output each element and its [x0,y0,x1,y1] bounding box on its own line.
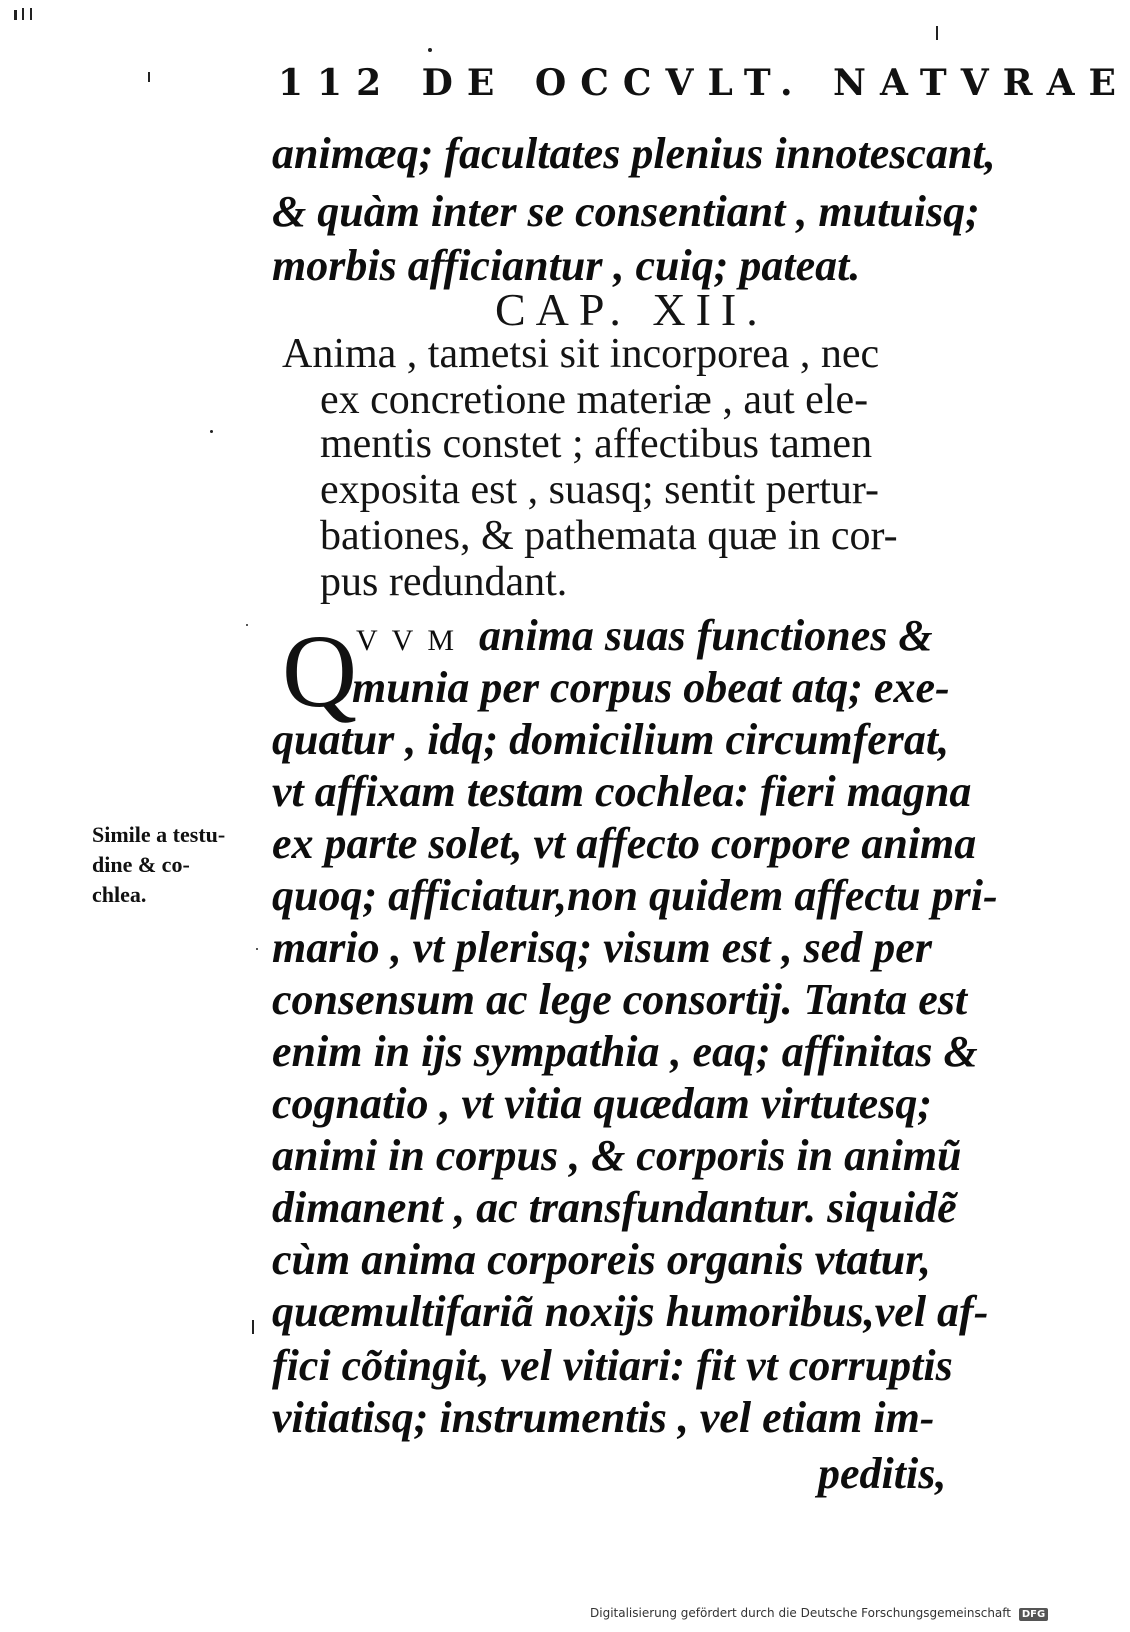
first-line-text: anima suas functiones & [479,611,933,660]
body-line: cognatio , vt vitia quædam virtutesq; [272,1079,932,1128]
body-line: enim in ijs sympathia , eaq; affinitas & [272,1027,978,1076]
scan-artifact [936,26,938,40]
body-line: consensum ac lege consortij. Tanta est [272,975,968,1024]
text-line: animæq; facultates plenius innotescant, [272,129,996,178]
body-line: cùm anima corporeis organis vtatur, [272,1235,931,1284]
body-line: mario , vt plerisq; visum est , sed per [272,923,932,972]
margin-note-line: Simile a testu- [92,822,226,847]
summary-line: exposita est , suasq; sentit pertur- [320,467,880,513]
scan-artifact [210,430,213,433]
body-line: ex parte solet, vt affecto corpore anima [272,819,977,868]
first-line [356,610,933,661]
scan-artifact [256,948,258,950]
body-line: animi in corpus , & corporis in animũ [272,1131,962,1180]
summary-line: mentis constet ; affectibus tamen [320,421,873,467]
first-word: VVM [356,624,469,657]
summary-line: Anima , tametsi sit incorporea , nec [282,331,880,377]
margin-note [92,820,272,910]
scan-artifact [246,624,248,626]
scan-artifact [22,8,24,20]
margin-note-line: chlea. [92,882,147,907]
body-line: dimanent , ac transfundantur. siquidẽ [272,1183,957,1232]
body-line: quoq; afficiatur,non quidem affectu pri- [272,871,998,920]
body-line: quatur , idq; domicilium circumferat, [272,715,950,764]
body-line: fici cõtingit, vel vitiari: fit vt corruptis [272,1341,953,1390]
scan-artifact [30,8,32,20]
dfg-badge: DFG [1019,1608,1048,1621]
margin-note-line: dine & co- [92,852,190,877]
text-line: & quàm inter se consentiant , mutuisq; [272,187,980,236]
summary-line: bationes, & pathemata quæ in cor- [320,513,898,559]
drop-cap: Q [282,614,358,729]
scan-artifact [148,72,150,82]
summary-line: ex concretione materiæ , aut ele- [320,377,869,423]
scan-artifact [14,10,17,20]
footer-credit [590,1606,1046,1626]
running-header: 112 DE OCCVLT. NATVRAE [278,62,1130,104]
summary-line: pus redundant. [320,559,568,605]
chapter-heading: CAP. XII. [495,284,768,335]
body-line: munia per corpus obeat atq; exe- [352,663,950,712]
text-line: morbis afficiantur , cuiq; pateat. [272,241,861,290]
body-line: vt affixam testam cochlea: fieri magna [272,767,972,816]
body-line: vitiatisq; instrumentis , vel etiam im- [272,1393,935,1442]
scan-artifact [428,48,432,52]
catchword: peditis, [818,1449,947,1498]
footer-text: Digitalisierung gefördert durch die Deutsche Forschungsgemeinschaft [590,1606,1012,1620]
body-line: quæmultifariã noxijs humoribus,vel af- [272,1287,989,1336]
scan-artifact [252,1320,254,1334]
